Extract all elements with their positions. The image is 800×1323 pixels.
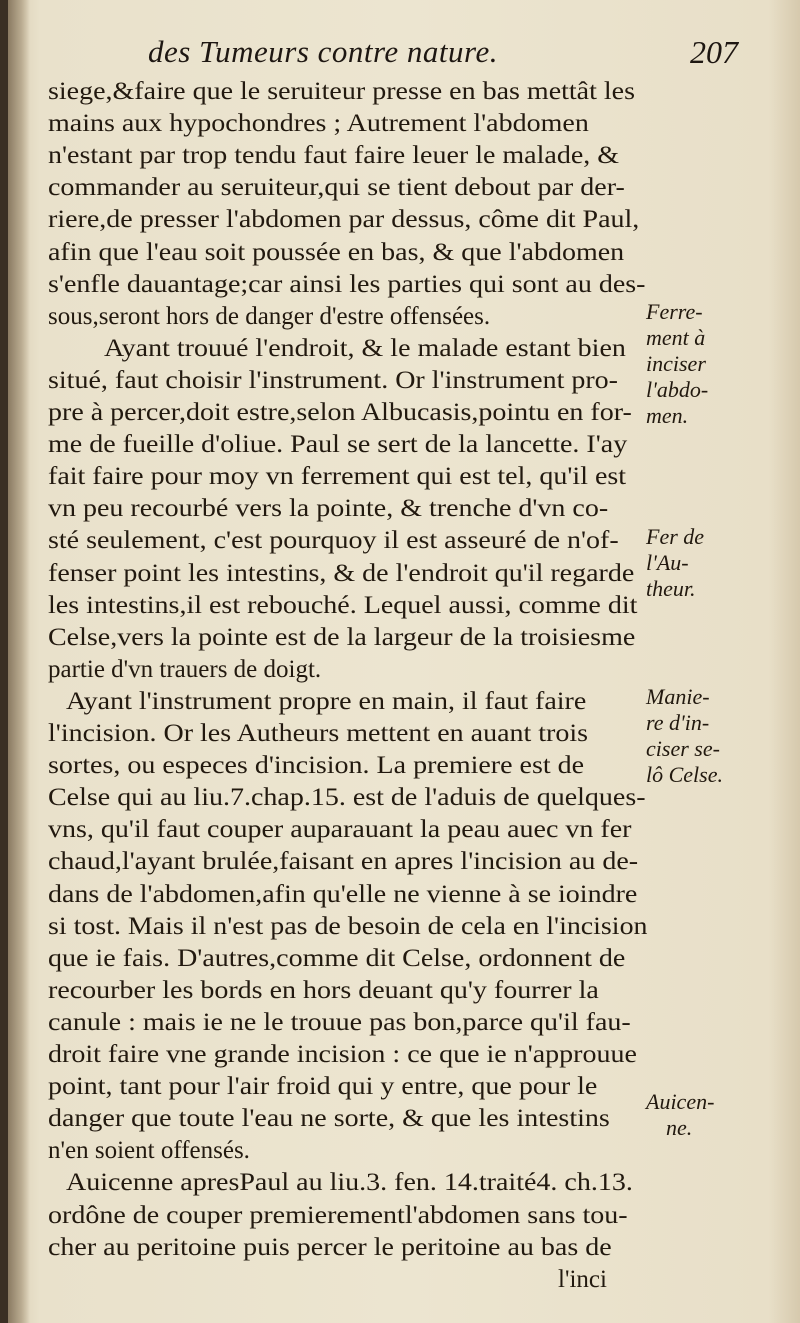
running-title: des Tumeurs contre nature.: [148, 34, 498, 69]
text-line: pre à percer,doit estre,selon Albucasis,pointu en for-: [48, 399, 632, 426]
margin-note-line: lô Celse.: [646, 762, 723, 787]
text-line: s'enfle dauantage;car ainsi les parties qui sont au des-: [48, 270, 646, 298]
text-line: Celse,vers la pointe est de la largeur de la troisiesme: [48, 623, 636, 651]
margin-note-line: ciser se-: [646, 736, 720, 761]
text-line: vns, qu'il faut couper auparauant la peau auec vn fer: [48, 816, 632, 844]
text-line: que ie fais. D'autres,comme dit Celse, ordonnent de: [48, 944, 626, 972]
text-line: me de fueille d'oliue. Paul se sert de la lancette. I'ay: [48, 431, 628, 459]
margin-note-line: Manie-: [646, 684, 710, 709]
text-line: fait faire pour moy vn ferrement qui est tel, qu'il est: [48, 463, 627, 491]
text-line: n'en soient offensés.: [48, 1137, 250, 1165]
margin-note-line: ne.: [666, 1115, 693, 1140]
text-line: cher au peritoine puis percer le peritoine au bas de: [48, 1233, 612, 1261]
text-line: l'incision. Or les Autheurs mettent en auant trois: [48, 720, 589, 747]
text-line: Auicenne apresPaul au liu.3. fen. 14.traité4. ch.13.: [66, 1169, 633, 1197]
text-line: vn peu recourbé vers la pointe, & trenche d'vn co-: [48, 495, 609, 523]
margin-notes: [646, 0, 796, 1323]
text-line: recourber les bords en hors deuant qu'y fourrer la: [48, 976, 599, 1004]
text-line: droit faire vne grande incision : ce que ie n'approuue: [48, 1041, 637, 1068]
text-line: situé, faut choisir l'instrument. Or l'instrument pro-: [48, 366, 619, 394]
text-line: danger que toute l'eau ne sorte, & que les intestins: [48, 1105, 610, 1133]
text-line: sous,seront hors de danger d'estre offensées.: [48, 302, 491, 330]
text-line: sortes, ou especes d'incision. La premiere est de: [48, 752, 585, 780]
text-line: dans de l'abdomen,afin qu'elle ne vienne à se ioindre: [48, 880, 638, 908]
text-line: afin que l'eau soit poussée en bas, & que l'abdomen: [48, 238, 625, 266]
page-gutter: [8, 0, 30, 1323]
margin-note-line: inciser: [646, 351, 706, 376]
text-line: Ayant l'instrument propre en main, il faut faire: [66, 687, 587, 715]
text-line: canule : mais ie ne le trouue pas bon,parce qu'il fau-: [48, 1008, 631, 1036]
margin-note-line: Fer de: [646, 524, 705, 549]
margin-note-line: ment à: [646, 325, 706, 350]
text-line: fenser point les intestins, & de l'endroit qu'il regarde: [48, 559, 635, 587]
text-line: n'estant par trop tendu faut faire leuer le malade, &: [48, 142, 620, 170]
margin-note-line: men.: [646, 403, 689, 428]
margin-note-line: Auicen-: [646, 1089, 715, 1114]
text-line: partie d'vn trauers de doigt.: [48, 655, 322, 683]
book-page: [8, 0, 800, 1323]
page-number: 207: [690, 34, 738, 70]
text-line: sté seulement, c'est pourquoy il est asseuré de n'of-: [48, 527, 619, 555]
text-line: point, tant pour l'air froid qui y entre, que pour le: [48, 1073, 598, 1101]
margin-note-line: l'abdo-: [646, 377, 709, 402]
text-line: Ayant trouué l'endroit, & le malade estant bien: [104, 334, 626, 362]
text-line: si tost. Mais il n'est pas de besoin de cela en l'incision: [48, 912, 648, 940]
margin-note-line: theur.: [646, 576, 696, 601]
margin-note-line: l'Au-: [646, 550, 689, 575]
text-line: riere,de presser l'abdomen par dessus, côme dit Paul,: [48, 206, 640, 234]
text-line: l'inci: [558, 1265, 607, 1293]
margin-note-line: re d'in-: [646, 710, 710, 735]
text-line: mains aux hypochondres ; Autrement l'abdomen: [48, 110, 589, 138]
text-line: les intestins,il est rebouché. Lequel aussi, comme dit: [48, 591, 638, 619]
text-line: siege,&faire que le seruiteur presse en bas mettât les: [48, 78, 636, 105]
text-line: Celse qui au liu.7.chap.15. est de l'aduis de quelques-: [48, 784, 646, 812]
text-line: chaud,l'ayant brulée,faisant en apres l'incision au de-: [48, 848, 639, 876]
text-line: commander au seruiteur,qui se tient debout par der-: [48, 174, 625, 202]
text-line: ordône de couper premierementl'abdomen sans tou-: [48, 1201, 628, 1229]
margin-note-line: Ferre-: [646, 299, 703, 324]
